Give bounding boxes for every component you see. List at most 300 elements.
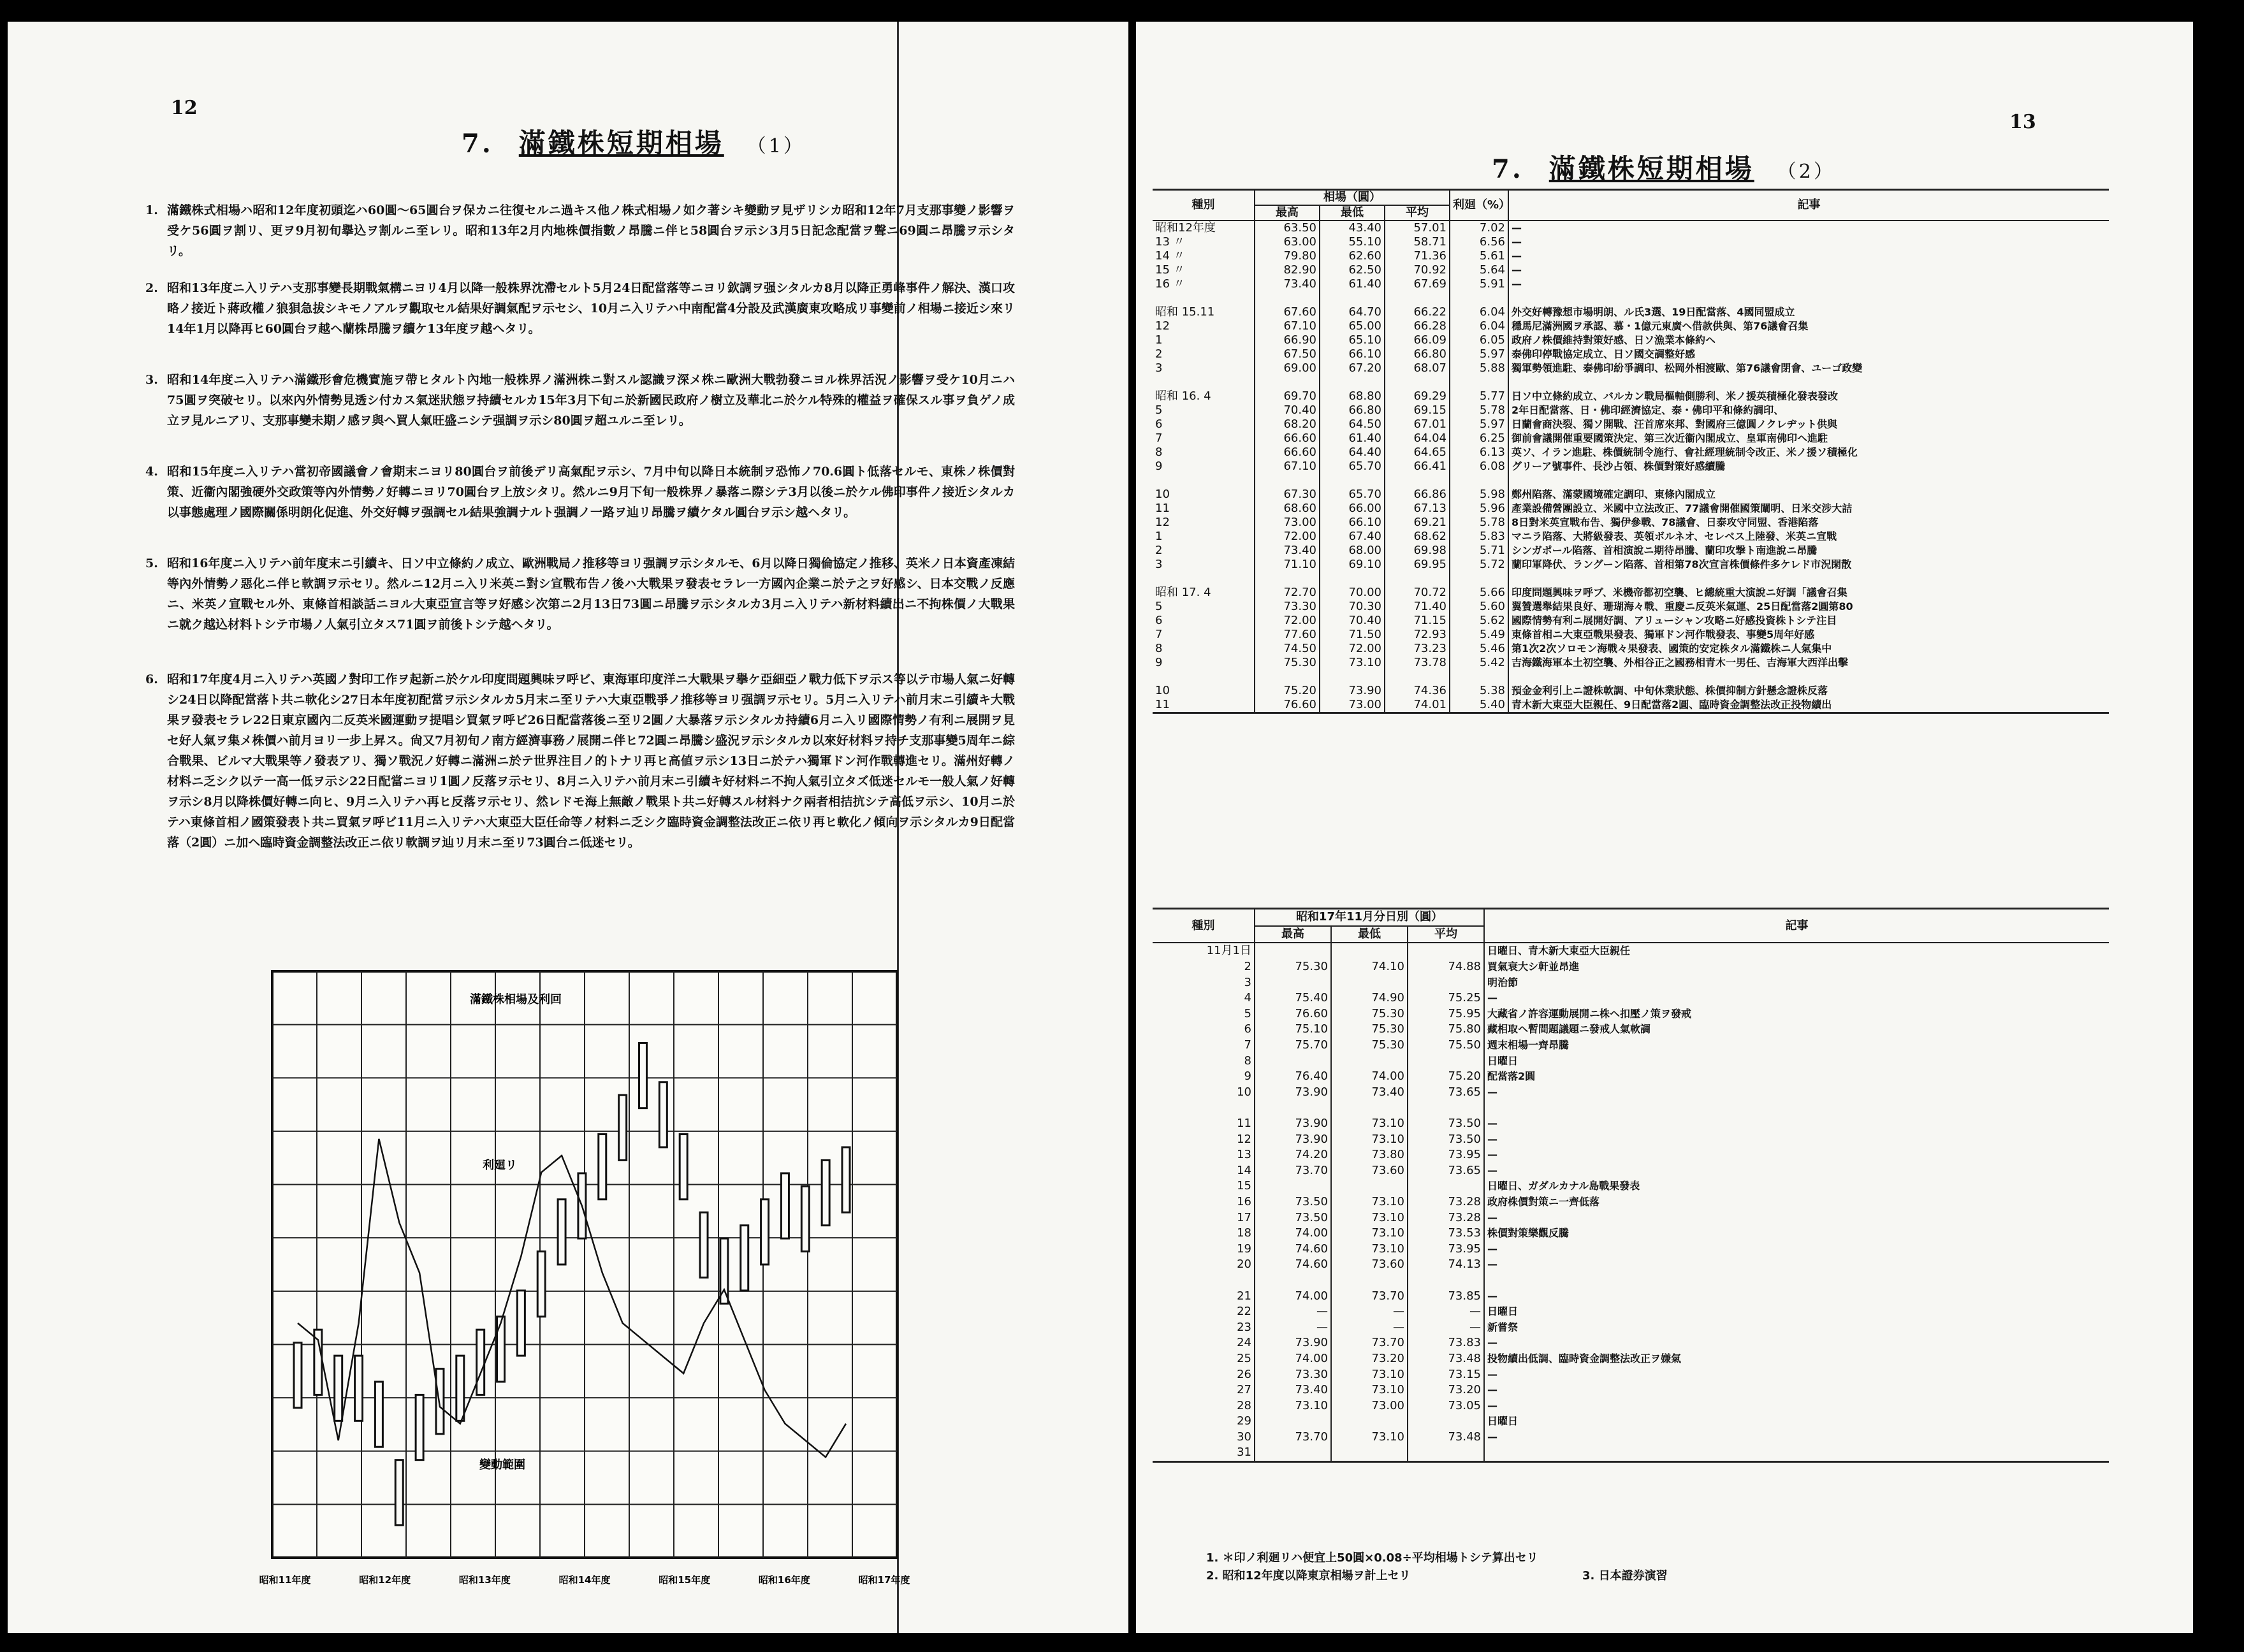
note-cell: 穩馬尼滿洲國ヲ承認、慕・1億元東廣ヘ借款供與、第76議會召集	[1512, 320, 1809, 332]
date-cell: 19	[1237, 1242, 1251, 1256]
yield-annotation: 利廻リ	[483, 1159, 517, 1172]
date-cell: 21	[1237, 1289, 1251, 1303]
avg-cell: 73.50	[1408, 1116, 1484, 1132]
low-cell: 72.00	[1320, 642, 1385, 656]
note-cell: —	[1484, 990, 2109, 1006]
avg-cell: 73.48	[1408, 1351, 1484, 1367]
kind-cell: 昭和 15.11	[1155, 305, 1215, 319]
table-row	[1153, 221, 2109, 235]
high-cell	[1255, 1445, 1331, 1461]
yield-cell: 5.98	[1450, 488, 1508, 502]
spacer-cell	[1508, 474, 2109, 488]
kind-cell: 9	[1155, 656, 1163, 669]
spacer-cell	[1385, 670, 1450, 684]
note-cell: —	[1484, 1116, 2109, 1132]
table-row	[1153, 1351, 2109, 1367]
yield-cell: 6.04	[1450, 305, 1508, 319]
col-kind: 種別	[1153, 190, 1255, 221]
spacer-cell	[1255, 291, 1320, 305]
spacer-cell	[1385, 474, 1450, 488]
note-cell: 外交好轉豫想市場明朗、ル氏3選、19日配當落、4國同盟成立	[1512, 306, 1795, 318]
kind-cell: 3	[1155, 558, 1163, 571]
kind-cell: 5	[1155, 403, 1163, 417]
date-cell: 4	[1244, 991, 1251, 1005]
high-cell: 75.10	[1255, 1022, 1331, 1038]
kind-cell: 14 〃	[1155, 249, 1185, 263]
yield-cell: 5.49	[1450, 628, 1508, 642]
avg-cell	[1408, 1178, 1484, 1194]
table-row	[1153, 586, 2109, 600]
low-cell: 61.40	[1320, 277, 1385, 291]
avg-cell	[1408, 943, 1484, 959]
high-cell: 74.60	[1255, 1241, 1331, 1257]
note-cell: 株價對策樂觀反騰	[1484, 1226, 2109, 1242]
note-cell: —	[1484, 1430, 2109, 1446]
high-cell: 66.90	[1255, 333, 1320, 347]
note-cell: —	[1484, 1147, 2109, 1163]
avg-cell	[1408, 1445, 1484, 1461]
yield-cell: 5.42	[1450, 656, 1508, 670]
spacer-cell	[1320, 670, 1385, 684]
spacer-cell	[1255, 474, 1320, 488]
high-cell: 75.40	[1255, 990, 1331, 1006]
kind-cell: 1	[1155, 530, 1163, 543]
avg-cell: 73.53	[1408, 1226, 1484, 1242]
avg-cell: 74.36	[1385, 684, 1450, 698]
high-cell: 75.20	[1255, 684, 1320, 698]
high-cell: 75.30	[1255, 959, 1331, 975]
high-cell: 73.00	[1255, 516, 1320, 530]
high-cell: 67.10	[1255, 460, 1320, 474]
low-cell: 65.70	[1320, 488, 1385, 502]
high-cell: —	[1255, 1304, 1331, 1320]
paragraph-text: 昭和14年度ニ入リテハ滿鐵形會危機實施ヲ帶ヒタルト內地一般株界ノ滿洲株ニ對スル認識ヲ深メ株ニ歐洲大戰勃發ニヨル株界活況ノ影響ヲ受ケ10月ニハ75圓ヲ突破セリ。以來內外情勢見透シ付カス氣迷狀態ヲ持續セルカ15年3月下旬ニ於新國民政府ノ樹立及華北ニ於ケル特殊的權益ヲ確保スル事ヲ負ゲノ成立ヲ見ルニアリ、支那事變未期ノ感ヲ與ヘ買人氣旺盛ニシテ强調ヲ示シ80圓ヲ超ユルニ至レリ。	[167, 373, 1015, 428]
high-cell: 75.70	[1255, 1038, 1331, 1054]
yield-cell: 5.62	[1450, 614, 1508, 628]
date-cell: 11	[1237, 1117, 1251, 1131]
yield-cell: 6.08	[1450, 460, 1508, 474]
date-cell: 24	[1237, 1336, 1251, 1350]
avg-cell: 69.95	[1385, 558, 1450, 572]
price-range-bar	[456, 1356, 464, 1421]
avg-cell: 71.15	[1385, 614, 1450, 628]
spacer-cell	[1508, 375, 2109, 389]
note-cell: 獨軍勢領進駐、泰佛印紛爭調印、松岡外相渡歐、第76議會閉會、ユーゴ政變	[1512, 362, 1863, 374]
title-subpart: （1）	[747, 135, 805, 157]
note-cell: —	[1484, 1163, 2109, 1179]
note-cell: 藏相取ヘ暫間題議題ニ發戒人氣軟調	[1484, 1022, 2109, 1038]
note-cell: —	[1484, 1131, 2109, 1147]
high-cell: —	[1255, 1319, 1331, 1335]
note-cell: —	[1484, 1241, 2109, 1257]
low-cell: 75.30	[1331, 1038, 1408, 1054]
table-row	[1153, 403, 2109, 417]
low-cell: —	[1331, 1319, 1408, 1335]
avg-cell: 66.28	[1385, 319, 1450, 333]
yield-cell: 6.25	[1450, 431, 1508, 446]
paragraph-number: 3.	[145, 373, 158, 387]
table-row	[1153, 1210, 2109, 1226]
spacer-cell	[1408, 1273, 1484, 1289]
avg-cell: 75.95	[1408, 1006, 1484, 1022]
high-cell: 67.60	[1255, 305, 1320, 319]
note-cell: 買氣衰大シ軒並昂進	[1484, 959, 2109, 975]
table-row	[1153, 530, 2109, 544]
low-cell: 73.10	[1331, 1430, 1408, 1446]
date-cell: 15	[1237, 1179, 1251, 1193]
price-range-bar	[375, 1382, 382, 1447]
spacer-cell	[1320, 474, 1385, 488]
table-row	[1153, 628, 2109, 642]
paragraph-number: 1.	[145, 203, 158, 217]
kind-cell: 昭和 17. 4	[1155, 586, 1211, 599]
spacer-cell	[1255, 670, 1320, 684]
spacer-cell	[1385, 291, 1450, 305]
x-tick-label: 昭和17年度	[858, 1574, 910, 1586]
kind-cell: 7	[1155, 628, 1163, 641]
high-cell: 68.20	[1255, 417, 1320, 431]
low-cell: 71.50	[1320, 628, 1385, 642]
yield-cell: 5.88	[1450, 361, 1508, 375]
low-cell	[1331, 943, 1408, 959]
note-cell: 8日對米英宣戰布告、獨伊參戰、78議會、日泰攻守同盟、香港陷落	[1512, 516, 1819, 528]
price-range-bar	[395, 1460, 403, 1525]
table-row	[1153, 544, 2109, 558]
table-row	[1153, 1398, 2109, 1414]
high-cell: 67.10	[1255, 319, 1320, 333]
paragraph	[145, 461, 1015, 543]
date-cell: 26	[1237, 1367, 1251, 1381]
spacer-cell	[1255, 1100, 1331, 1116]
price-range-bar	[416, 1395, 423, 1460]
low-cell: 65.00	[1320, 319, 1385, 333]
low-cell: 61.40	[1320, 431, 1385, 446]
spacer-cell	[1153, 572, 1255, 586]
low-cell: 70.40	[1320, 614, 1385, 628]
avg-cell: 74.13	[1408, 1257, 1484, 1273]
price-range-bar	[700, 1212, 708, 1277]
spacer-row	[1153, 572, 2109, 586]
low-cell: 75.30	[1331, 1022, 1408, 1038]
note-cell: 明治節	[1484, 975, 2109, 990]
spacer-cell	[1484, 1100, 2109, 1116]
price-yield-chart	[259, 959, 935, 1602]
price-range-bar	[741, 1226, 748, 1291]
avg-cell	[1408, 1053, 1484, 1069]
table-row	[1153, 431, 2109, 446]
low-cell: 73.70	[1331, 1335, 1408, 1351]
price-range-bar	[517, 1291, 525, 1356]
paragraph-number: 5.	[145, 556, 158, 570]
table-row	[1153, 1006, 2109, 1022]
note-cell: 東條首相ニ大東亞戰果發表、獨軍ドン河作戰發表、事變5周年好感	[1512, 628, 1815, 641]
footnote-1: 1. ＊印ノ利廻リハ便宜上50圓×0.08÷平均相場トシテ算出セリ	[1206, 1551, 1538, 1565]
paragraph-number: 6.	[145, 672, 158, 686]
spacer-cell	[1153, 1100, 1255, 1116]
spacer-cell	[1331, 1100, 1408, 1116]
low-cell: 73.10	[1331, 1241, 1408, 1257]
kind-cell: 3	[1155, 361, 1163, 375]
high-cell: 82.90	[1255, 263, 1320, 277]
avg-cell: 70.72	[1385, 586, 1450, 600]
high-cell: 77.60	[1255, 628, 1320, 642]
yield-cell: 6.04	[1450, 319, 1508, 333]
avg-cell: 73.85	[1408, 1288, 1484, 1304]
spacer-cell	[1320, 375, 1385, 389]
spacer-cell	[1331, 1273, 1408, 1289]
avg-cell: 73.48	[1408, 1430, 1484, 1446]
table-row	[1153, 417, 2109, 431]
x-tick-label: 昭和12年度	[359, 1574, 411, 1586]
price-range-bar	[497, 1317, 505, 1382]
date-cell: 13	[1237, 1148, 1251, 1162]
low-cell: 67.20	[1320, 361, 1385, 375]
spacer-cell	[1153, 474, 1255, 488]
spacer-cell	[1450, 375, 1508, 389]
kind-cell: 12	[1155, 319, 1170, 333]
table-row	[1153, 600, 2109, 614]
date-cell: 9	[1244, 1069, 1251, 1083]
spacer-cell	[1153, 670, 1255, 684]
kind-cell: 9	[1155, 460, 1163, 473]
title-subpart: （2）	[1777, 161, 1835, 183]
low-cell	[1331, 1053, 1408, 1069]
yield-cell: 5.96	[1450, 502, 1508, 516]
table-row	[1153, 235, 2109, 249]
yearly-monthly-table	[1153, 189, 2109, 714]
yield-cell: 5.71	[1450, 544, 1508, 558]
high-cell: 75.30	[1255, 656, 1320, 670]
low-cell: 73.10	[1331, 1210, 1408, 1226]
avg-cell: 75.20	[1408, 1069, 1484, 1085]
table-row	[1153, 1288, 2109, 1304]
note-cell	[1484, 1445, 2109, 1461]
yield-cell: 5.72	[1450, 558, 1508, 572]
date-cell: 28	[1237, 1398, 1251, 1412]
note-cell: 英ソ、イラン進駐、株價統制令施行、會社經理統制令改正、米ノ援ソ積極化	[1512, 446, 1858, 458]
avg-cell: 68.62	[1385, 530, 1450, 544]
table-row	[1153, 319, 2109, 333]
spacer-cell	[1255, 572, 1320, 586]
low-cell: 75.30	[1331, 1006, 1408, 1022]
date-cell: 27	[1237, 1383, 1251, 1397]
table-row	[1153, 1335, 2109, 1351]
table-row	[1153, 1053, 2109, 1069]
table-row	[1153, 1085, 2109, 1101]
price-range-bar	[558, 1199, 565, 1264]
kind-cell: 5	[1155, 600, 1163, 613]
x-tick-label: 昭和15年度	[659, 1574, 711, 1586]
note-cell: 日曜日	[1484, 1053, 2109, 1069]
yield-cell: 5.40	[1450, 698, 1508, 713]
date-cell: 31	[1237, 1446, 1251, 1460]
avg-cell: 67.69	[1385, 277, 1450, 291]
avg-cell: 73.23	[1385, 642, 1450, 656]
table-row	[1153, 1116, 2109, 1132]
paragraph	[145, 200, 1015, 261]
page-number: 12	[171, 97, 198, 119]
low-cell: 67.40	[1320, 530, 1385, 544]
table-row	[1153, 1178, 2109, 1194]
yield-cell: 5.38	[1450, 684, 1508, 698]
table-row	[1153, 249, 2109, 263]
kind-cell: 15 〃	[1155, 263, 1185, 277]
low-cell: 73.60	[1331, 1163, 1408, 1179]
date-cell: 10	[1237, 1085, 1251, 1099]
avg-cell: 74.01	[1385, 698, 1450, 713]
date-cell: 6	[1244, 1022, 1251, 1036]
table-row	[1153, 446, 2109, 460]
avg-cell: 69.15	[1385, 403, 1450, 417]
avg-cell: 73.20	[1408, 1382, 1484, 1398]
table-row	[1153, 1366, 2109, 1382]
yield-cell: 5.61	[1450, 249, 1508, 263]
avg-cell: 69.21	[1385, 516, 1450, 530]
high-cell	[1255, 1178, 1331, 1194]
paragraph-number: 4.	[145, 465, 158, 479]
low-cell: —	[1331, 1304, 1408, 1320]
high-cell: 72.00	[1255, 530, 1320, 544]
high-cell: 73.90	[1255, 1131, 1331, 1147]
low-cell	[1331, 1445, 1408, 1461]
paragraph	[145, 370, 1015, 451]
note-cell: 2年日配當落、日・佛印經濟協定、泰・佛印平和條約調印、	[1512, 404, 1784, 416]
kind-cell: 16 〃	[1155, 277, 1185, 291]
low-cell: 65.70	[1320, 460, 1385, 474]
yield-cell: 7.02	[1450, 221, 1508, 235]
high-cell: 74.50	[1255, 642, 1320, 656]
note-cell: 吉海鐵海軍本土初空襲、外相谷正之國務相青木一男任、吉海軍大西洋出擊	[1512, 656, 1849, 669]
high-cell: 69.00	[1255, 361, 1320, 375]
kind-cell: 11	[1155, 502, 1170, 515]
price-range-bar	[639, 1043, 646, 1108]
low-cell: 73.90	[1320, 684, 1385, 698]
date-cell: 17	[1237, 1210, 1251, 1224]
col-high: 最高	[1255, 205, 1320, 221]
col-note: 記事	[1508, 190, 2109, 221]
table-row	[1153, 277, 2109, 291]
date-cell: 7	[1244, 1038, 1251, 1052]
avg-cell: 66.86	[1385, 488, 1450, 502]
table-row	[1153, 1257, 2109, 1273]
table-row	[1153, 1038, 2109, 1054]
high-cell: 69.70	[1255, 389, 1320, 403]
yield-cell: 5.77	[1450, 389, 1508, 403]
col-low: 最低	[1320, 205, 1385, 221]
spacer-cell	[1385, 572, 1450, 586]
yield-cell: 5.60	[1450, 600, 1508, 614]
low-cell: 73.10	[1331, 1131, 1408, 1147]
high-cell: 73.50	[1255, 1194, 1331, 1210]
avg-cell: 74.88	[1408, 959, 1484, 975]
spacer-cell	[1320, 291, 1385, 305]
note-cell: 日曜日、青木新大東亞大臣親任	[1484, 943, 2109, 959]
low-cell: 73.10	[1331, 1194, 1408, 1210]
note-cell: 鄭州陷落、滿蒙國境確定調印、東條內閣成立	[1512, 488, 1716, 500]
price-range-bar	[599, 1134, 606, 1199]
table-row	[1153, 333, 2109, 347]
table-row	[1153, 943, 2109, 959]
yield-cell: 5.83	[1450, 530, 1508, 544]
low-cell: 70.30	[1320, 600, 1385, 614]
yield-cell: 5.66	[1450, 586, 1508, 600]
table-row	[1153, 1414, 2109, 1430]
high-cell	[1255, 943, 1331, 959]
note-cell: 政府ノ株價維持對策好感、日ソ漁業本條約ヘ	[1512, 334, 1716, 346]
low-cell: 73.10	[1331, 1116, 1408, 1132]
yield-cell: 6.56	[1450, 235, 1508, 249]
col-kind: 種別	[1153, 909, 1255, 943]
date-cell: 12	[1237, 1132, 1251, 1146]
avg-cell: 75.25	[1408, 990, 1484, 1006]
note-cell: 泰佛印停戰協定成立、日ソ國交調整好感	[1512, 348, 1696, 360]
col-price: 相場（圓）	[1255, 190, 1450, 206]
table-row	[1153, 488, 2109, 502]
table-row	[1153, 1304, 2109, 1320]
avg-cell: 68.07	[1385, 361, 1450, 375]
spacer-cell	[1450, 474, 1508, 488]
note-cell: 日曜日、ガダルカナル島戰果發表	[1484, 1178, 2109, 1194]
x-tick-label: 昭和14年度	[558, 1574, 611, 1586]
col-avg: 平均	[1408, 926, 1484, 943]
spacer-cell	[1320, 572, 1385, 586]
yield-cell: 5.64	[1450, 263, 1508, 277]
note-cell: 國際情勢有利ニ展開好調、アリューシャン攻略ニ好感投資株トシテ注目	[1512, 614, 1837, 627]
spacer-row	[1153, 474, 2109, 488]
avg-cell: 67.01	[1385, 417, 1450, 431]
note-cell: 青木新大東亞大臣親任、9日配當落2圓、臨時資金調整法改正投物續出	[1512, 699, 1832, 711]
date-cell: 5	[1244, 1006, 1251, 1020]
spacer-cell	[1255, 375, 1320, 389]
avg-cell: 73.15	[1408, 1366, 1484, 1382]
low-cell: 73.00	[1331, 1398, 1408, 1414]
low-cell: 66.00	[1320, 502, 1385, 516]
table-row	[1153, 1226, 2109, 1242]
section-number: 7.	[1492, 154, 1524, 184]
price-range-bar	[436, 1369, 444, 1434]
date-cell: 3	[1244, 975, 1251, 989]
chart-title: 滿鐵株相場及利回	[470, 993, 562, 1006]
yield-cell: 5.78	[1450, 516, 1508, 530]
price-range-bar	[822, 1160, 829, 1225]
avg-cell: 66.09	[1385, 333, 1450, 347]
spacer-cell	[1385, 375, 1450, 389]
table-row	[1153, 1382, 2109, 1398]
yield-cell: 5.46	[1450, 642, 1508, 656]
low-cell: 73.70	[1331, 1288, 1408, 1304]
note-cell: シンガポール陷落、首相演說ニ期待昂騰、蘭印攻撃ト南進說ニ昂騰	[1512, 544, 1818, 556]
low-cell: 69.10	[1320, 558, 1385, 572]
spacer-cell	[1153, 1273, 1255, 1289]
yield-cell: 6.05	[1450, 333, 1508, 347]
high-cell: 74.20	[1255, 1147, 1331, 1163]
date-cell: 22	[1237, 1305, 1251, 1319]
footnote-2: 2. 昭和12年度以降東京相場ヲ計上セリ	[1206, 1569, 1411, 1583]
spacer-cell	[1450, 670, 1508, 684]
low-cell: 73.00	[1320, 698, 1385, 713]
high-cell: 73.40	[1255, 1382, 1331, 1398]
low-cell: 64.70	[1320, 305, 1385, 319]
date-cell: 8	[1244, 1054, 1251, 1068]
table-row	[1153, 656, 2109, 670]
high-cell: 63.00	[1255, 235, 1320, 249]
table-row	[1153, 502, 2109, 516]
kind-cell: 2	[1155, 544, 1163, 557]
low-cell: 66.10	[1320, 347, 1385, 361]
avg-cell: 69.29	[1385, 389, 1450, 403]
note-cell: マニラ陷落、大將級發表、英領ボルネオ、セレベス上陸發、米英ニ宣戰	[1512, 530, 1837, 542]
section-number: 7.	[462, 129, 493, 159]
